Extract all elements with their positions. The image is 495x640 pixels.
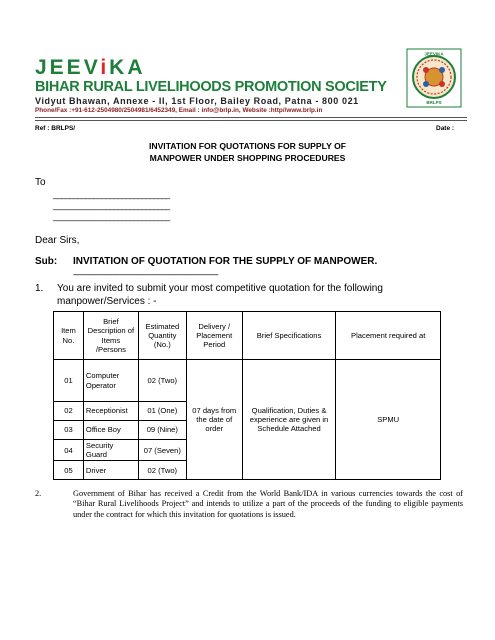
society-emblem-icon <box>406 48 462 108</box>
cell-specifications: Qualification, Duties & experience are given in Schedule Attached <box>242 360 336 480</box>
doc-title-line1: INVITATION FOR QUOTATIONS FOR SUPPLY OF <box>148 141 347 151</box>
header-rule-top <box>35 117 467 118</box>
org-contact: Phone/Fax :+91-612-2504980/2504981/6452349, Email : info@brlp.in, Website :http//www.brlp.in <box>35 107 323 114</box>
to-label: To <box>35 177 46 188</box>
address-line-1: _____________________________ <box>53 189 170 199</box>
subject-separator: --------------------------------------------------------------------------------------- <box>73 270 218 279</box>
cell-description: Receptionist <box>83 402 138 421</box>
point1-line2: manpower/Services : - <box>57 296 157 307</box>
cell-quantity: 09 (Nine) <box>138 421 186 440</box>
subject-label: Sub: <box>35 256 58 267</box>
cell-quantity: 01 (One) <box>138 402 186 421</box>
org-name: BIHAR RURAL LIVELIHOODS PROMOTION SOCIETY <box>35 79 387 95</box>
cell-description: Office Boy <box>83 421 138 440</box>
cell-description: Driver <box>83 461 138 480</box>
cell-description: Security Guard <box>83 440 138 461</box>
cell-item-no: 04 <box>54 440 84 461</box>
address-line-3: _____________________________ <box>53 211 170 221</box>
point1-line1: You are invited to submit your most competitive quotation for the following <box>57 283 383 294</box>
point2-number: 2. <box>35 489 42 498</box>
date-label: Date : <box>436 125 455 132</box>
cell-item-no: 03 <box>54 421 84 440</box>
logo-bottom-text: BRLPS <box>426 100 442 105</box>
header-rule-bottom <box>35 120 467 121</box>
cell-item-no: 05 <box>54 461 84 480</box>
salutation: Dear Sirs, <box>35 235 80 246</box>
header-description: Brief Description of Items /Persons <box>83 312 138 360</box>
header-item-no: Item No. <box>54 312 84 360</box>
header-quantity: Estimated Quantity (No.) <box>138 312 186 360</box>
manpower-table <box>53 311 441 480</box>
logo-top-text: JEEViKA <box>424 51 444 57</box>
cell-delivery-period: 07 days from the date of order <box>186 360 242 480</box>
brand-logotype <box>35 56 146 80</box>
cell-quantity: 02 (Two) <box>138 360 186 402</box>
org-address: Vidyut Bhawan, Annexe - II, 1st Floor, Bailey Road, Patna - 800 021 <box>35 96 359 106</box>
cell-quantity: 07 (Seven) <box>138 440 186 461</box>
cell-placement: SPMU <box>336 360 441 480</box>
brand-i: i <box>100 56 110 79</box>
table-row <box>54 360 441 402</box>
brand-tail: KA <box>109 56 146 79</box>
brand-main: JEEV <box>35 56 101 79</box>
header-placement: Placement required at <box>336 312 441 360</box>
cell-quantity: 02 (Two) <box>138 461 186 480</box>
point2-text: Government of Bihar has received a Credit from the World Bank/IDA in various currencies towards the cost of “Bihar Rural Livelihoods Project” and intends to utilize a part of the proceeds of the funding to eligible payments under the contract for which this invitation for quotations is issued. <box>73 489 463 519</box>
doc-title-line2: MANPOWER UNDER SHOPPING PROCEDURES <box>149 153 346 163</box>
ref-label: Ref : BRLPS/ <box>35 125 76 132</box>
header-delivery: Delivery / Placement Period <box>186 312 242 360</box>
header-specs: Brief Specifications <box>242 312 336 360</box>
table-header-row <box>54 312 441 360</box>
address-line-2: _____________________________ <box>53 200 170 210</box>
subject-text: INVITATION OF QUOTATION FOR THE SUPPLY OF MANPOWER. <box>73 256 378 267</box>
cell-item-no: 02 <box>54 402 84 421</box>
cell-description: Computer Operator <box>83 360 138 402</box>
point1-number: 1. <box>35 283 44 294</box>
cell-item-no: 01 <box>54 360 84 402</box>
